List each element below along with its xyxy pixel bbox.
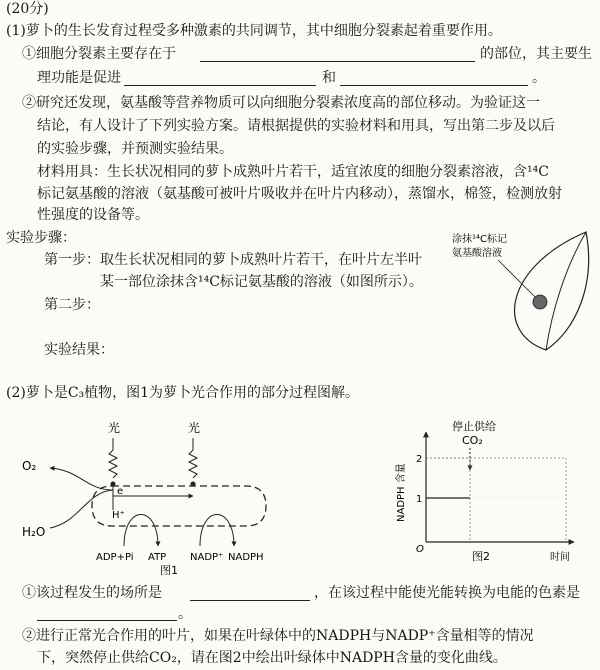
o2-label: O₂ [22,459,37,473]
figure-1 [20,418,320,576]
materials-line-3: 性强度的设备等。 [37,207,149,223]
stop-co2-label-2: CO₂ [462,434,483,447]
result-label: 实验结果： [44,342,114,358]
h2o-curve [50,490,113,528]
leaf-pointer-line [498,260,536,298]
materials-line-2: 标记氨基酸的溶液（氨基酸可被叶片吸收并在叶片内移动），蒸馏水，棉签，检测放射 [37,186,562,202]
origin-label: O [416,544,424,555]
q2-s1-part-b: ，在该过程中能使光能转换为电能的色素是 [314,585,580,601]
light-zigzag-2 [189,450,197,478]
q2-s1-end: 。 [178,606,192,622]
q2-s1-blank-location[interactable] [190,600,310,601]
step-2-label: 第二步： [44,297,100,313]
applied-spot [533,295,547,309]
q2-intro: (2)萝卜是C₃植物，图1为萝卜光合作用的部分过程图解。 [6,385,360,401]
leaf-label-line-1: 涂抹¹⁴C标记 [452,234,507,245]
nadph-synthesis-arrow [200,515,234,547]
proton-label: H⁺ [112,510,125,521]
q1-s1-part-b: 的部位，其主要生 [480,46,592,62]
steps-title: 实验步骤： [6,230,76,246]
q1-s1-and: 和 [322,70,336,86]
q1-s2-line-1: ②研究还发现，氨基酸等营养物质可以向细胞分裂素浓度高的部位移动。为验证这一 [22,95,540,111]
atp-synthesis-arrow [124,515,158,547]
electron-label: e [117,486,124,497]
figure-2-caption: 图2 [472,550,490,563]
h2o-label: H₂O [22,525,46,539]
leaf-figure [448,226,596,354]
light-zigzag-1 [109,450,117,478]
q1-s1-blank-function-1[interactable] [124,85,316,86]
step-1-line-1: 第一步：取生长状况相同的萝卜成熟叶片若干，在叶片左半叶 [44,252,422,268]
figure-2 [388,418,588,568]
y-tick-2: 2 [416,454,423,465]
q1-intro: (1)萝卜的生长发育过程受多种激素的共同调节，其中细胞分裂素起着重要作用。 [6,23,502,39]
q1-s1-part-a: ①细胞分裂素主要存在于 [22,46,176,62]
score-label: (20分) [6,1,49,17]
q1-s2-line-3: 的实验步骤，并预测实验结果。 [37,141,233,157]
q1-s1-blank-function-2[interactable] [340,85,528,86]
leaf-midrib [546,232,586,350]
q2-s2-line-1: ②进行正常光合作用的叶片，如果在叶绿体中的NADPH与NADP⁺含量相等的情况 [22,628,534,644]
adp-pi-label: ADP+Pi [96,552,134,563]
q2-s1-blank-pigment[interactable] [37,620,177,621]
light-label-2: 光 [188,421,201,435]
leaf-outline [515,232,589,350]
figure-1-caption: 图1 [160,564,178,576]
q1-s1-part-c: 理功能是促进 [37,70,121,86]
y-axis-label: NADPH 含量 [396,463,407,522]
q1-s2-line-2: 结论，有人设计了下列实验方案。请根据提供的实验材料和用具，写出第二步及以后 [37,118,555,134]
q1-s1-end: 。 [532,70,546,86]
materials-line-1: 材料用具：生长状况相同的萝卜成熟叶片若干，适宜浓度的细胞分裂素溶液，含¹⁴C [37,164,549,180]
nadph-label: NADPH [228,552,264,563]
q2-s1-part-a: ①该过程发生的场所是 [22,585,162,601]
q1-s1-blank-location[interactable] [200,61,475,62]
q2-s2-line-2: 下，突然停止供给CO₂，请在图2中绘出叶绿体中NADPH含量的变化曲线。 [37,650,507,666]
atp-label: ATP [148,552,167,563]
light-label-1: 光 [108,421,121,435]
nadp-label: NADP⁺ [190,552,224,563]
x-axis-label: 时间 [550,552,570,563]
stop-co2-label-1: 停止供给 [452,420,496,433]
y-tick-1: 1 [416,494,423,505]
step-1-line-2: 某一部位涂抹含¹⁴C标记氨基酸的溶液（如图所示）。 [100,274,423,290]
leaf-label-line-2: 氨基酸溶液 [452,248,502,259]
